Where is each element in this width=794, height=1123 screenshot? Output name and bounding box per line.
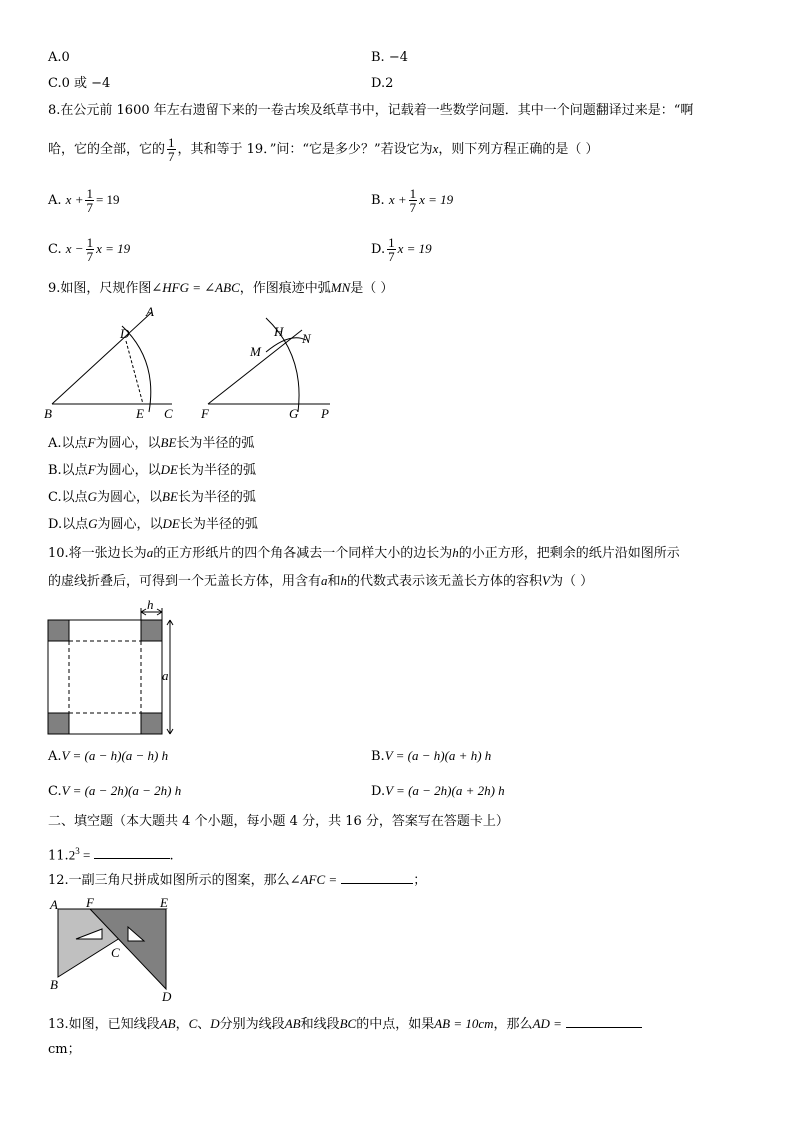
frac-num: 1	[388, 235, 395, 250]
txt: 为圆心，以	[95, 436, 161, 451]
q10-option-c	[48, 783, 181, 800]
corner-top-right	[141, 620, 162, 641]
txt: A.	[48, 749, 62, 764]
q13-stem	[48, 1016, 642, 1033]
q8-option-a	[48, 185, 120, 216]
label-b: B	[50, 977, 58, 992]
label-g: G	[289, 406, 299, 421]
q8-stem-text-c: ，则下列方程正确的是（ ）	[438, 142, 599, 157]
txt: 长为半径的弧	[178, 463, 257, 478]
label-n: N	[302, 331, 311, 346]
label-d: D	[162, 989, 172, 1004]
q10-option-d	[371, 783, 505, 800]
base: 2	[68, 847, 76, 863]
label-c: C	[164, 406, 173, 421]
answer-blank[interactable]	[341, 883, 413, 884]
section-heading: 二、填空题（本大题共 4 个小题，每小题 4 分，共 16 分，答案写在答题卡上）	[48, 814, 509, 829]
txt: 的虚线折叠后，可得到一个无盖长方体，用含有	[48, 574, 322, 589]
var-v: V	[542, 573, 550, 588]
q8-option-c-frac	[86, 236, 95, 263]
txt: 长为半径的弧	[177, 490, 256, 505]
txt: 为圆心，以	[97, 490, 163, 505]
var-h: h	[452, 545, 459, 560]
q12-stem	[48, 872, 426, 889]
txt: D.	[371, 784, 386, 799]
q8-option-d-frac	[387, 236, 396, 263]
txt: 和	[327, 574, 341, 589]
corner-top-left	[48, 620, 69, 641]
q7-option-b: B. −4	[371, 50, 408, 65]
label-h: H	[274, 324, 284, 339]
var: G	[88, 516, 98, 531]
math: AD =	[532, 1016, 562, 1031]
txt: 为圆心，以	[97, 517, 163, 532]
frac-num: 1	[86, 235, 94, 250]
exponent: 3	[75, 846, 80, 856]
txt: 分别为线段	[219, 1017, 285, 1032]
q8-option-c	[48, 234, 130, 265]
label-h: h	[147, 597, 154, 612]
var: G	[87, 489, 98, 504]
var-a: a	[146, 545, 154, 560]
answer-blank[interactable]	[566, 1027, 642, 1028]
txt: 的小正方形，把剩余的纸片沿如图所示	[458, 546, 680, 561]
q9-stem-a: 9.如图，尺规作图	[48, 281, 152, 296]
q8-option-c-prefix: C.	[48, 242, 62, 257]
txt: 和线段	[300, 1017, 340, 1032]
ray-ba	[52, 312, 152, 404]
txt: B.	[371, 749, 385, 764]
q8-option-b	[371, 185, 453, 216]
q9-option-c	[48, 489, 256, 506]
q9-option-a	[48, 435, 254, 452]
q10-option-b	[371, 748, 491, 765]
label-p: P	[321, 406, 329, 421]
frac-num: 1	[86, 186, 93, 201]
q9-stem-arc: MN	[330, 280, 351, 295]
txt: 为（ ）	[550, 574, 594, 589]
equals: =	[79, 847, 94, 863]
txt: 长为半径的弧	[179, 517, 258, 532]
ray-fh	[208, 330, 302, 404]
q8-option-c-right: x = 19	[96, 241, 131, 256]
txt: ，那么	[493, 1017, 533, 1032]
label-m: M	[250, 344, 261, 359]
txt: 、	[197, 1017, 211, 1032]
txt: A.以点	[48, 436, 88, 451]
arc-mn	[266, 338, 306, 352]
label-a: A	[50, 897, 58, 912]
var: AB	[159, 1016, 176, 1031]
var: F	[87, 435, 96, 450]
label-c: C	[111, 945, 120, 960]
q10-option-a	[48, 748, 168, 765]
label-b: B	[44, 406, 52, 421]
var-a: a	[321, 573, 328, 588]
q8-option-a-frac	[85, 187, 94, 214]
frac-num: 1	[409, 186, 417, 201]
q8-option-a-right: = 19	[95, 192, 120, 207]
q8-option-d-right: x = 19	[397, 241, 432, 256]
q8-variable: x	[432, 141, 439, 156]
txt: B.以点	[48, 463, 88, 478]
txt: 的中点，如果	[356, 1017, 435, 1032]
q8-option-b-prefix: B.	[371, 193, 385, 208]
txt: 12.一副三角尺拼成如图所示的图案，那么	[48, 873, 290, 888]
expr: V = (a − 2h)(a − 2h) h	[61, 783, 182, 798]
txt: ；	[413, 873, 427, 888]
var: BC	[339, 1016, 357, 1031]
txt: 的正方形纸片的四个角各减去一个同样大小的边长为	[153, 546, 453, 561]
q8-option-a-prefix: A.	[48, 193, 62, 208]
txt: 为圆心，以	[95, 463, 161, 478]
var: D	[210, 1016, 220, 1031]
q9-stem-b: ，作图痕迹中弧	[239, 281, 331, 296]
txt: 长为半径的弧	[176, 436, 255, 451]
label-e: E	[136, 406, 144, 421]
q7-option-c: C.0 或 −4	[48, 76, 111, 91]
frac-den: 7	[86, 249, 94, 264]
txt: C.	[48, 784, 62, 799]
var: C	[188, 1016, 198, 1031]
q7-option-d: D.2	[371, 76, 394, 91]
expr: V = (a − h)(a + h) h	[384, 748, 492, 763]
q7-option-a: A.0	[48, 50, 70, 65]
q10-figure	[40, 598, 190, 738]
var: BE	[162, 489, 178, 504]
label-a: A	[146, 304, 154, 319]
q8-option-d-prefix: D.	[371, 242, 386, 257]
frac-den: 7	[388, 249, 395, 264]
frac-den: 7	[409, 200, 417, 215]
expr: V = (a − h)(a − h) h	[61, 748, 169, 763]
q12-figure	[44, 895, 184, 1005]
q9-stem-c: 是（ ）	[350, 281, 394, 296]
q9-option-d	[48, 516, 258, 533]
txt: ，	[175, 1017, 189, 1032]
label-d: D	[120, 326, 130, 341]
q8-option-a-left: x +	[65, 192, 84, 207]
q10-stem-line1	[48, 545, 680, 562]
q8-frac-den: 7	[168, 149, 175, 164]
txt: .	[169, 848, 174, 864]
txt: 的代数式表示该无盖长方体的容积	[347, 574, 543, 589]
q8-option-b-right: x = 19	[419, 192, 454, 207]
q8-option-c-left: x −	[65, 241, 84, 256]
q8-option-d	[371, 234, 432, 265]
corner-bottom-left	[48, 713, 69, 734]
var: DE	[160, 462, 178, 477]
label-e: E	[160, 895, 168, 910]
q9-figure	[40, 300, 350, 425]
q9-option-b	[48, 462, 256, 479]
q8-frac-num: 1	[168, 135, 175, 150]
var-h: h	[340, 573, 348, 588]
q8-stem-line1: 8.在公元前 1600 年左右遗留下来的一卷古埃及纸草书中，记载着一些数学问题．其中一个问题翻译过来是：“啊	[48, 103, 694, 118]
answer-blank[interactable]	[94, 858, 170, 859]
label-f: F	[201, 406, 209, 421]
q11	[48, 843, 174, 864]
q13-line2: cm；	[48, 1042, 81, 1057]
var: DE	[162, 516, 180, 531]
txt: 13.如图，已知线段	[48, 1017, 160, 1032]
q8-option-b-frac	[409, 187, 418, 214]
q8-stem-line2	[48, 134, 599, 165]
txt: D.以点	[48, 517, 89, 532]
q10-stem-line2	[48, 573, 593, 590]
q8-stem-text-a: 哈，它的全部，它的	[48, 142, 166, 157]
txt: 10.将一张边长为	[48, 546, 147, 561]
var: F	[87, 462, 96, 477]
label-a: a	[162, 668, 169, 683]
label-f: F	[86, 895, 94, 910]
q8-stem-text-b: ，其和等于 19．”问：“它是多少？”若设它为	[177, 142, 433, 157]
var: BE	[160, 435, 177, 450]
math: ∠AFC =	[289, 872, 338, 887]
txt: C.以点	[48, 490, 88, 505]
var: AB	[284, 1016, 301, 1031]
math: AB = 10cm	[434, 1016, 494, 1031]
q9-stem-math: ∠HFG = ∠ABC	[151, 280, 240, 295]
txt: 11.	[48, 848, 69, 864]
q9-stem	[48, 280, 393, 297]
corner-bottom-right	[141, 713, 162, 734]
expr: V = (a − 2h)(a + 2h) h	[385, 783, 505, 798]
frac-den: 7	[86, 200, 93, 215]
q8-option-b-left: x +	[388, 192, 407, 207]
q8-fraction	[167, 136, 176, 163]
